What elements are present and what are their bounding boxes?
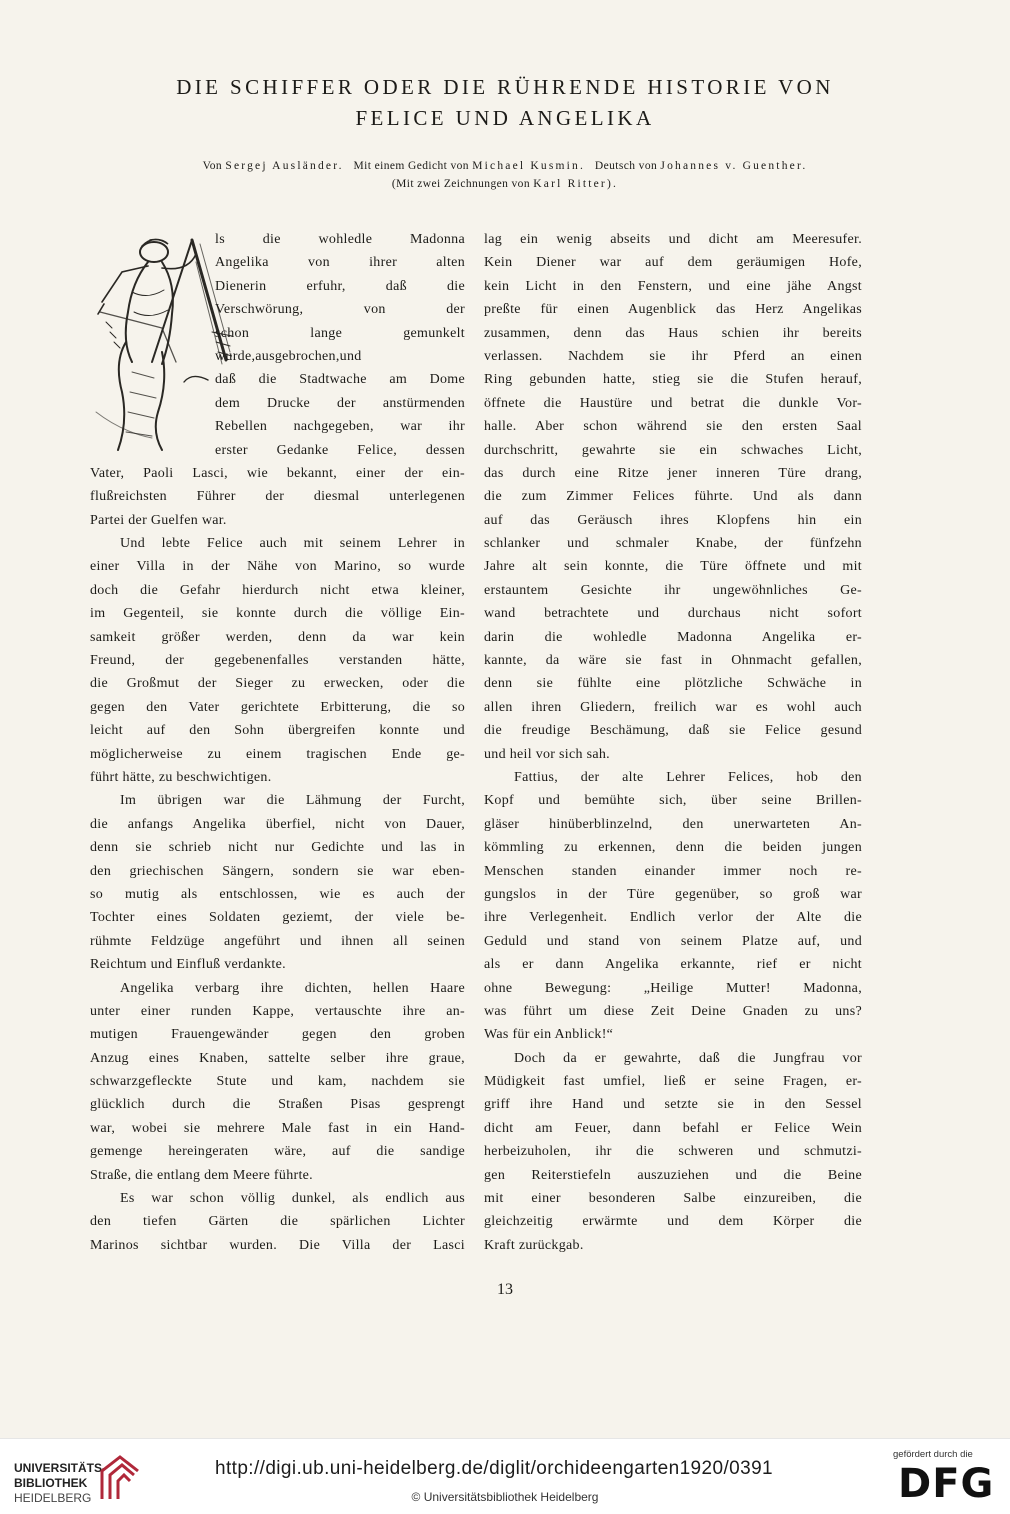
credit-von: Von	[202, 160, 223, 172]
text-line: verlassen. Nachdem sie ihr Pferd an einen	[484, 348, 862, 364]
text-line: so mutig als entschlossen, wie es auch der	[90, 886, 465, 902]
text-line: zusammen, denn das Haus schien ihr bereits	[484, 325, 862, 341]
text-line: daß die Stadtwache am Dome	[215, 372, 465, 388]
text-line: Marinos sichtbar wurden. Die Villa der Lasci	[90, 1237, 465, 1253]
text-line: Angelika verbarg ihre dichten, hellen Haare	[120, 980, 465, 996]
text-line: doch die Gefahr hierdurch nicht etwa kleiner,	[90, 582, 465, 598]
text-line: gemenge hereingeraten wäre, auf die sandige	[90, 1144, 465, 1160]
credits-line-2	[60, 175, 950, 193]
credit-author: Sergej Ausländer.	[225, 160, 344, 172]
text-line: Rebellen nachgegeben, war ihr	[215, 419, 465, 435]
text-line: Freund, der gegebenenfalles verstanden hätte,	[90, 653, 465, 669]
text-line: denn sie fühlte eine plötzliche Schwäche in	[484, 676, 862, 692]
text-line: Im übrigen war die Lähmung der Furcht,	[120, 793, 465, 809]
text-line: gegen den Vater gerichtete Erbitterung, die so	[90, 699, 465, 715]
text-line: als er dann Angelika erkannte, rief er nicht	[484, 957, 862, 973]
library-name-line-1: UNIVERSITÄTS-	[14, 1461, 107, 1475]
article-credits	[60, 157, 950, 193]
text-line: Anzug eines Knaben, sattelte selber ihre graue,	[90, 1050, 465, 1066]
text-line: halle. Aber schon während sie den ersten Saal	[484, 419, 862, 435]
library-name-line-3: HEIDELBERG	[14, 1491, 92, 1505]
text-line: und heil vor sich sah.	[484, 746, 610, 762]
text-line: möglicherweise zu einem tragischen Ende ge-	[90, 746, 465, 762]
credit-poet: Michael Kusmin.	[472, 160, 586, 172]
text-line: die zum Zimmer Felices führte. Und als dann	[484, 489, 862, 505]
credit-poem-note: Mit einem Gedicht von	[353, 160, 469, 172]
credit-illustrator: Karl Ritter).	[533, 178, 619, 190]
text-line: Tochter eines Soldaten geziemt, der viele be-	[90, 910, 465, 926]
text-line: im Gegenteil, sie konnte durch die völlige Ein-	[90, 606, 465, 622]
article-title-line-2: FELICE UND ANGELIKA	[355, 106, 655, 130]
text-line: Müdigkeit fast umfiel, ließ er seine Fragen, er-	[484, 1074, 862, 1090]
text-line: Straße, die entlang dem Meere führte.	[90, 1167, 313, 1183]
text-line: war, wobei sie mehrere Male fast in ein Hand-	[90, 1120, 465, 1136]
text-line: Verschwörung, von der	[215, 302, 465, 318]
text-line: preßte für einen Augenblick das Herz Angelikas	[484, 302, 862, 318]
credits-line-1	[60, 157, 950, 175]
text-line: Und lebte Felice auch mit seinem Lehrer in	[120, 536, 465, 552]
text-line: samkeit größer werden, denn da war kein	[90, 629, 465, 645]
text-line: dicht am Feuer, dann befahl er Felice Wein	[484, 1120, 862, 1136]
text-line: die Großmut der Sieger zu erwecken, oder die	[90, 676, 465, 692]
text-line: Jahre alt sein konnte, die Türe öffnete und mit	[484, 559, 862, 575]
text-line: denn sie schrieb nicht nur Gedichte und las in	[90, 840, 465, 856]
text-line: Ring gebunden hatte, stieg sie die Stufen herauf,	[484, 372, 862, 388]
text-line: den tiefen Gärten die spärlichen Lichter	[90, 1214, 465, 1230]
text-line: ihre Verlegenheit. Endlich verlor der Alte die	[484, 910, 862, 926]
text-line: Reichtum und Einfluß verdankte.	[90, 957, 286, 973]
funding-note: gefördert durch die	[893, 1449, 973, 1460]
text-line: führt hätte, zu beschwichtigen.	[90, 769, 272, 785]
text-line: herbeizuholen, ihr die schweren und schmutzi-	[484, 1144, 862, 1160]
text-line: das durch eine Ritze jener inneren Türe drang,	[484, 465, 862, 481]
text-line: Vater, Paoli Lasci, wie bekannt, einer der ein-	[90, 465, 465, 481]
text-line: erster Gedanke Felice, dessen	[215, 442, 465, 458]
text-line: auf das Geräusch ihres Klopfens hin ein	[484, 512, 862, 528]
text-line: kein Licht in den Fenstern, und eine jähe Angst	[484, 278, 862, 294]
text-line: Partei der Guelfen war.	[90, 512, 227, 528]
library-name-line-2: BIBLIOTHEK	[14, 1476, 88, 1490]
viewer-footer	[0, 1438, 1010, 1514]
text-line: darin die wohledle Madonna Angelika er-	[484, 629, 862, 645]
credit-translation-note: Deutsch von	[594, 160, 658, 172]
permalink-url[interactable]: http://digi.ub.uni-heidelberg.de/diglit/orchideengarten1920/0391	[215, 1458, 773, 1479]
text-line: erstauntem Gesichte ihr ungewöhnliches Ge-	[484, 582, 862, 598]
text-line: schon lange gemunkelt	[215, 325, 465, 341]
text-line: Angelika von ihrer alten	[215, 255, 465, 271]
text-line: kannte, da wäre sie fast in Ohnmacht gefallen,	[484, 653, 862, 669]
text-line: mutigen Frauengewänder gegen den groben	[90, 1027, 465, 1043]
text-line: wurde,ausgebrochen,und	[215, 348, 362, 364]
text-line: allen ihren Gliedern, freilich war es wohl auch	[484, 699, 862, 715]
text-line: leicht auf den Sohn übergreifen konnte und	[90, 723, 465, 739]
text-line: Geduld und stand von seinem Platze auf, und	[484, 933, 862, 949]
text-line: wand betrachtete und durchaus nicht sofort	[484, 606, 862, 622]
text-line: flußreichsten Führer der diesmal unterlegenen	[90, 489, 465, 505]
text-line: Kopf und bemühte sich, über seine Brillen-	[484, 793, 862, 809]
left-text-column	[90, 228, 465, 1257]
article-title-line-1: DIE SCHIFFER ODER DIE RÜHRENDE HISTORIE VON	[176, 75, 834, 99]
text-line: Was für ein Anblick!“	[484, 1027, 614, 1043]
text-line: glücklich durch die Straßen Pisas gesprengt	[90, 1097, 465, 1113]
text-line: Kraft zurückgab.	[484, 1237, 584, 1253]
text-line: rühmte Feldzüge angeführt und ihnen all seinen	[90, 933, 465, 949]
text-line: Fattius, der alte Lehrer Felices, hob den	[514, 769, 862, 785]
text-line: schlanker und schmaler Knabe, der fünfzehn	[484, 536, 862, 552]
text-line: durchschritt, gewahrte sie ein schwaches Licht,	[484, 442, 862, 458]
text-line: die anfangs Angelika überfiel, nicht von Dauer,	[90, 816, 465, 832]
text-line: was führt um diese Zeit Deine Gnaden zu uns?	[484, 1003, 862, 1019]
text-line: ls die wohledle Madonna	[215, 232, 465, 247]
text-line: ohne Bewegung: „Heilige Mutter! Madonna,	[484, 980, 862, 996]
article-title	[60, 72, 950, 134]
text-line: die freudige Beschämung, daß sie Felice gesund	[484, 723, 862, 739]
text-line: mit einer besonderen Salbe einzureiben, die	[484, 1191, 862, 1207]
text-line: Dienerin erfuhr, daß die	[215, 278, 465, 294]
right-text-column	[484, 228, 862, 1257]
text-line: Menschen standen einander immer noch re-	[484, 863, 862, 879]
text-line: den griechischen Sängern, sondern sie war eben-	[90, 863, 465, 879]
page-number: 13	[497, 1281, 513, 1298]
text-line: einer Villa in der Nähe von Marino, so wurde	[90, 559, 465, 575]
text-line: Es war schon völlig dunkel, als endlich aus	[120, 1191, 465, 1207]
text-line: Doch da er gewahrte, daß die Jungfrau vor	[514, 1050, 862, 1066]
text-line: schwarzgefleckte Stute und kam, nachdem sie	[90, 1074, 465, 1090]
text-line: griff ihre Hand und setzte sie in den Sessel	[484, 1097, 862, 1113]
credit-translator: Johannes v. Guenther.	[660, 160, 808, 172]
text-line: kömmling zu erkennen, denn die beiden jungen	[484, 840, 862, 856]
text-line: dem Drucke der anstürmenden	[215, 395, 465, 411]
copyright-notice: © Universitätsbibliothek Heidelberg	[411, 1490, 599, 1504]
text-line: gläser hinüberblinzelnd, den unerwarteten An-	[484, 816, 862, 832]
text-line: gleichzeitig erwärmte und dem Körper die	[484, 1214, 862, 1230]
dfg-logo[interactable]: DFG	[898, 1461, 995, 1507]
text-line: gungslos in der Türe gegenüber, so groß war	[484, 886, 862, 902]
text-line: öffnete die Haustüre und betrat die dunkle Vor-	[484, 395, 862, 411]
credit-drawings-note: (Mit zwei Zeichnungen von	[391, 178, 530, 190]
text-line: lag ein wenig abseits und dicht am Meeresufer.	[484, 232, 862, 247]
text-line: gen Reiterstiefeln auszuziehen und die Beine	[484, 1167, 862, 1183]
text-line: Kein Diener war auf dem geräumigen Hofe,	[484, 255, 862, 271]
text-line: unter einer runden Kappe, vertauschte ihre an-	[90, 1003, 465, 1019]
